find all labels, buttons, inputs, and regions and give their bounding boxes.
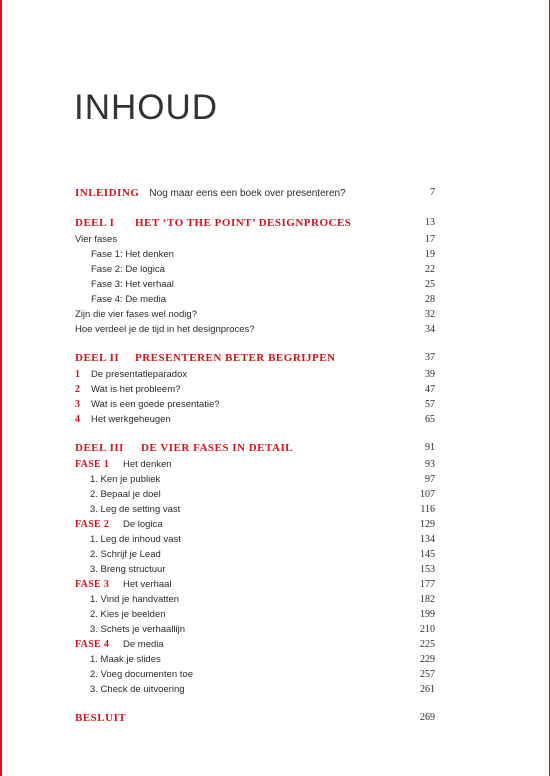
page-number: 39 — [425, 369, 435, 380]
fase-title: Het denken — [123, 459, 172, 470]
deel-2-title: PRESENTEREN BETER BEGRIJPEN — [135, 352, 336, 364]
toc-entry[interactable] — [75, 322, 435, 337]
entry-text: 1. Leg de inhoud vast — [90, 534, 181, 545]
toc-fase-4[interactable] — [75, 637, 435, 652]
fase-label: FASE 1 — [75, 459, 110, 470]
toc-entry[interactable] — [75, 532, 435, 547]
entry-text: Fase 1: Het denken — [91, 249, 174, 260]
entry-text: 2. Bepaal je doel — [90, 489, 161, 500]
besluit-label: BESLUIT — [75, 712, 127, 724]
fase-label: FASE 2 — [75, 519, 110, 530]
inleiding-label: INLEIDING — [75, 187, 140, 199]
toc-entry[interactable] — [75, 262, 435, 277]
toc-entry[interactable] — [75, 592, 435, 607]
page-number: 145 — [420, 549, 435, 560]
toc-deel-2[interactable] — [75, 349, 435, 367]
page-edge-left — [0, 0, 2, 776]
fase-title: Het verhaal — [123, 579, 172, 590]
toc-entry[interactable] — [75, 247, 435, 262]
toc-deel-3[interactable] — [75, 439, 435, 457]
page-number: 97 — [425, 474, 435, 485]
entry-text: 2. Kies je beelden — [90, 609, 166, 620]
entry-text: 3. Check de uitvoering — [90, 684, 185, 695]
entry-text: 3. Leg de setting vast — [90, 504, 181, 515]
page-number: 269 — [420, 712, 435, 723]
page-number: 28 — [425, 294, 435, 305]
entry-text: Vier fases — [75, 234, 118, 245]
entry-text: Wat is een goede presentatie? — [91, 399, 220, 410]
page-number: 34 — [425, 324, 435, 335]
inleiding-text: Nog maar eens een boek over presenteren? — [149, 188, 346, 199]
entry-text: Fase 4: De media — [91, 294, 166, 305]
toc-entry[interactable] — [75, 472, 435, 487]
toc-entry[interactable] — [75, 487, 435, 502]
toc-entry[interactable] — [75, 307, 435, 322]
page-number: 177 — [420, 579, 435, 590]
page-number: 19 — [425, 249, 435, 260]
entry-text: Fase 2: De logica — [91, 264, 165, 275]
entry-text: Wat is het probleem? — [91, 384, 181, 395]
entry-text: Het werkgeheugen — [91, 414, 171, 425]
page-number: 116 — [420, 504, 435, 515]
toc-entry[interactable] — [75, 652, 435, 667]
toc-entry[interactable] — [75, 547, 435, 562]
toc-entry[interactable] — [75, 667, 435, 682]
toc-fase-3[interactable] — [75, 577, 435, 592]
page-number: 13 — [425, 217, 435, 228]
toc-besluit[interactable] — [75, 709, 435, 727]
toc-entry[interactable] — [75, 562, 435, 577]
deel-3-label: DEEL III — [75, 442, 124, 454]
toc-entry[interactable] — [75, 607, 435, 622]
entry-text: 1. Ken je publiek — [90, 474, 161, 485]
entry-text: 1. Vind je handvatten — [90, 594, 180, 605]
page-number: 7 — [430, 187, 435, 198]
page-number: 182 — [420, 594, 435, 605]
chapter-number: 2 — [75, 384, 80, 395]
page-number: 129 — [420, 519, 435, 530]
chapter-number: 1 — [75, 369, 80, 380]
page-number: 47 — [425, 384, 435, 395]
page-number: 107 — [420, 489, 435, 500]
toc-fase-1[interactable] — [75, 457, 435, 472]
entry-text: De presentatieparadox — [91, 369, 188, 380]
toc-entry[interactable] — [75, 682, 435, 697]
page-number: 22 — [425, 264, 435, 275]
toc-entry[interactable] — [75, 412, 435, 427]
page-number: 37 — [425, 352, 435, 363]
entry-text: Hoe verdeel je de tijd in het designproces? — [75, 324, 255, 335]
fase-label: FASE 4 — [75, 639, 110, 650]
toc-entry[interactable] — [75, 277, 435, 292]
entry-text: Zijn die vier fases wel nodig? — [75, 309, 197, 320]
page-number: 210 — [420, 624, 435, 635]
toc-deel-1[interactable] — [75, 214, 435, 232]
page-number: 25 — [425, 279, 435, 290]
chapter-number: 3 — [75, 399, 80, 410]
toc-entry[interactable] — [75, 367, 435, 382]
toc-fase-2[interactable] — [75, 517, 435, 532]
page-number: 153 — [420, 564, 435, 575]
page-number: 257 — [420, 669, 435, 680]
toc-entry[interactable] — [75, 292, 435, 307]
toc-entry[interactable] — [75, 382, 435, 397]
deel-1-title: HET ‘TO THE POINT’ DESIGNPROCES — [135, 217, 352, 229]
page-number: 261 — [420, 684, 435, 695]
fase-label: FASE 3 — [75, 579, 110, 590]
page-number: 134 — [420, 534, 435, 545]
toc-inleiding[interactable] — [75, 184, 435, 202]
fase-title: De logica — [123, 519, 163, 530]
page-number: 199 — [420, 609, 435, 620]
page-number: 32 — [425, 309, 435, 320]
page-number: 229 — [420, 654, 435, 665]
entry-text: 3. Breng structuur — [90, 564, 166, 575]
toc-entry[interactable] — [75, 502, 435, 517]
page-number: 65 — [425, 414, 435, 425]
page-title: INHOUD — [74, 88, 219, 127]
entry-text: 2. Voeg documenten toe — [90, 669, 193, 680]
entry-text: 2. Schrijf je Lead — [90, 549, 161, 560]
deel-1-label: DEEL I — [75, 217, 115, 229]
entry-text: Fase 3: Het verhaal — [91, 279, 174, 290]
entry-text: 1. Maak je slides — [90, 654, 161, 665]
page-number: 91 — [425, 442, 435, 453]
deel-3-title: DE VIER FASES IN DETAIL — [141, 442, 294, 454]
table-of-contents — [75, 184, 435, 727]
chapter-number: 4 — [75, 414, 80, 425]
toc-entry[interactable] — [75, 397, 435, 412]
page-number: 225 — [420, 639, 435, 650]
entry-text: 3. Schets je verhaallijn — [90, 624, 186, 635]
toc-entry[interactable] — [75, 232, 435, 247]
page-number: 17 — [425, 234, 435, 245]
page-number: 93 — [425, 459, 435, 470]
toc-entry[interactable] — [75, 622, 435, 637]
fase-title: De media — [123, 639, 164, 650]
deel-2-label: DEEL II — [75, 352, 120, 364]
page-number: 57 — [425, 399, 435, 410]
